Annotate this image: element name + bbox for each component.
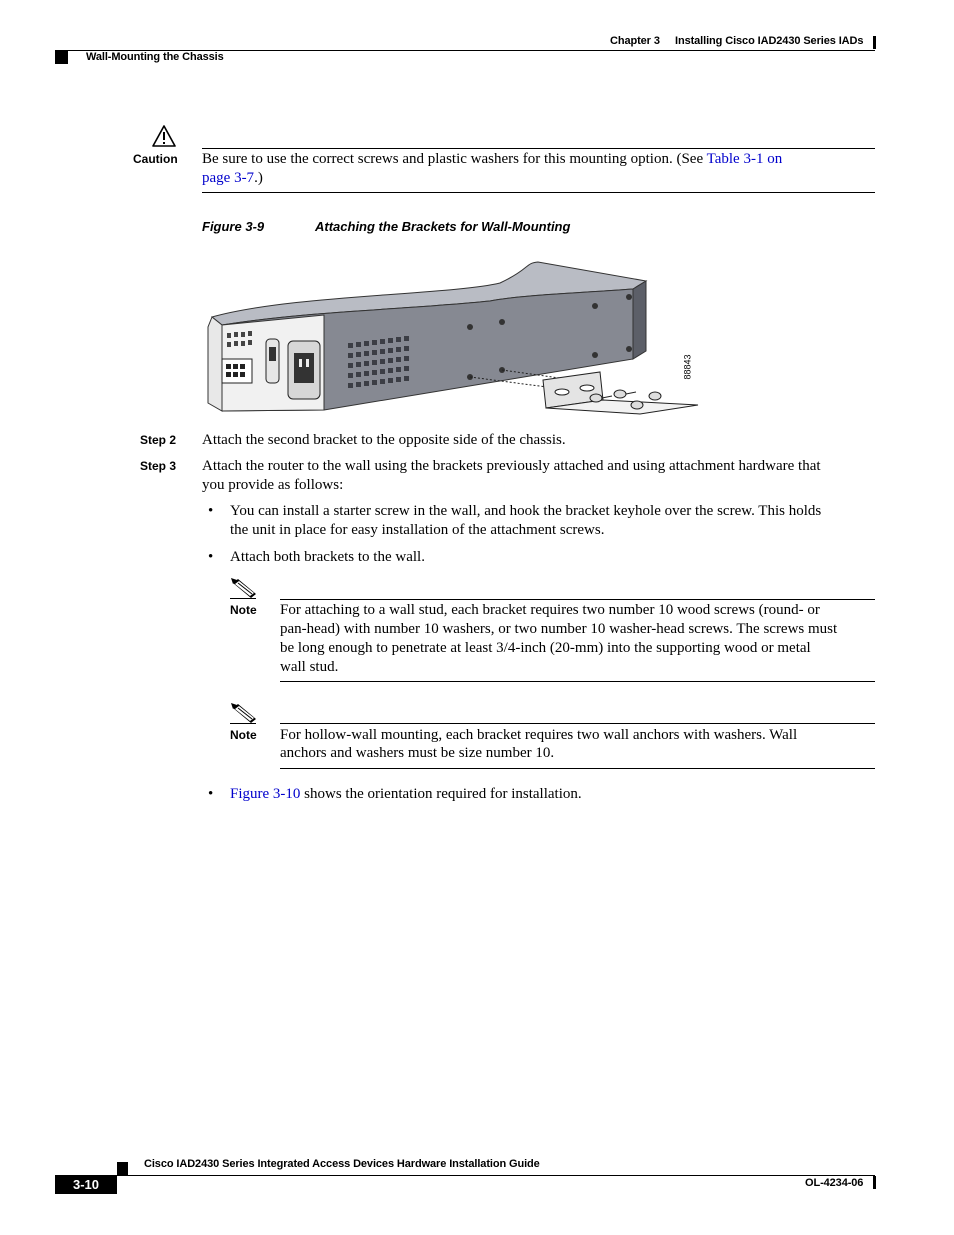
note-1-line3: be long enough to penetrate at least 3/4-inch (20-mm) into the supporting wood or metal [280, 640, 811, 656]
bullet-dot: • [208, 549, 214, 565]
page-3-7-link[interactable]: page 3-7 [202, 170, 255, 186]
bullet-3-text [230, 785, 582, 804]
note-1-line4: wall stud. [280, 659, 339, 675]
note-1-top-rule [280, 599, 875, 600]
bullet-dot: • [208, 786, 214, 802]
caution-text-after: .) [254, 170, 263, 186]
note-2-line1: For hollow-wall mounting, each bracket requires two wall anchors with washers. Wall [280, 727, 798, 743]
step-3-text-line1: Attach the router to the wall using the brackets previously attached and using attachment hardware that [202, 458, 821, 474]
note-2-top-rule [280, 723, 875, 724]
footer-page-number: 3-10 [72, 1177, 100, 1192]
footer-doc-number: OL-4234-06 [805, 1177, 864, 1189]
footer-right-bar [873, 1176, 876, 1189]
step-2-label: Step 2 [140, 433, 177, 447]
figure-art-id [683, 354, 699, 382]
footer-guide-title: Cisco IAD2430 Series Integrated Access Devices Hardware Installation Guide [144, 1158, 540, 1170]
footer-block-marker [117, 1162, 128, 1175]
note-2-bottom-rule [280, 768, 875, 769]
step-3-text-line2: you provide as follows: [202, 477, 344, 493]
chassis-front-edge [208, 317, 222, 411]
header-block-marker [55, 51, 68, 64]
bullet-2-text: Attach both brackets to the wall. [230, 549, 425, 565]
caution-bottom-rule [202, 192, 875, 193]
note-1-bottom-rule [280, 681, 875, 682]
step-2-text: Attach the second bracket to the opposite side of the chassis. [202, 432, 566, 448]
figure-art-id-text: 88843 [682, 354, 693, 380]
bullet-dot: • [208, 503, 214, 519]
bullet-1-line1: You can install a starter screw in the wall, and hook the bracket keyhole over the screw. This holds [230, 503, 822, 519]
note-1-label: Note [230, 603, 257, 617]
note-pencil-icon [230, 577, 258, 604]
figure-illustration [200, 255, 710, 420]
step-3-label: Step 3 [140, 459, 177, 473]
caution-icon [151, 124, 177, 153]
note-1-line2: pan-head) with number 10 washers, or two number 10 washer-head screws. The screws must [280, 621, 838, 637]
note-icon-underline [230, 598, 256, 599]
note-2-label: Note [230, 728, 257, 742]
caution-text-before: Be sure to use the correct screws and plastic washers for this mounting option. (See [202, 151, 707, 167]
note-icon-underline [230, 723, 256, 724]
note-1-line1: For attaching to a wall stud, each bracket requires two number 10 wood screws (round- or [280, 602, 820, 618]
header-chapter-title: Installing Cisco IAD2430 Series IADs [675, 35, 864, 47]
table-3-1-link[interactable]: Table 3-1 on [706, 151, 783, 167]
power-connector [222, 359, 252, 383]
footer-rule [55, 1175, 875, 1176]
figure-3-10-link[interactable]: Figure 3-10 [230, 786, 301, 802]
header-section: Wall-Mounting the Chassis [86, 51, 224, 63]
bullet-1-line2: the unit in place for easy installation of the attachment screws. [230, 522, 605, 538]
chassis-end [633, 281, 646, 359]
header-right-bar [873, 36, 876, 49]
caution-top-rule [202, 148, 875, 149]
bullet-3-rest: shows the orientation required for installation. [300, 786, 582, 802]
figure-number: Figure 3-9 [202, 219, 265, 234]
caution-label: Caution [133, 152, 178, 166]
figure-title: Attaching the Brackets for Wall-Mounting [315, 219, 571, 234]
header-chapter: Chapter 3 [610, 35, 660, 47]
note-pencil-icon [230, 702, 258, 729]
note-2-line2: anchors and washers must be size number 10. [280, 745, 555, 761]
caution-text [202, 150, 874, 188]
